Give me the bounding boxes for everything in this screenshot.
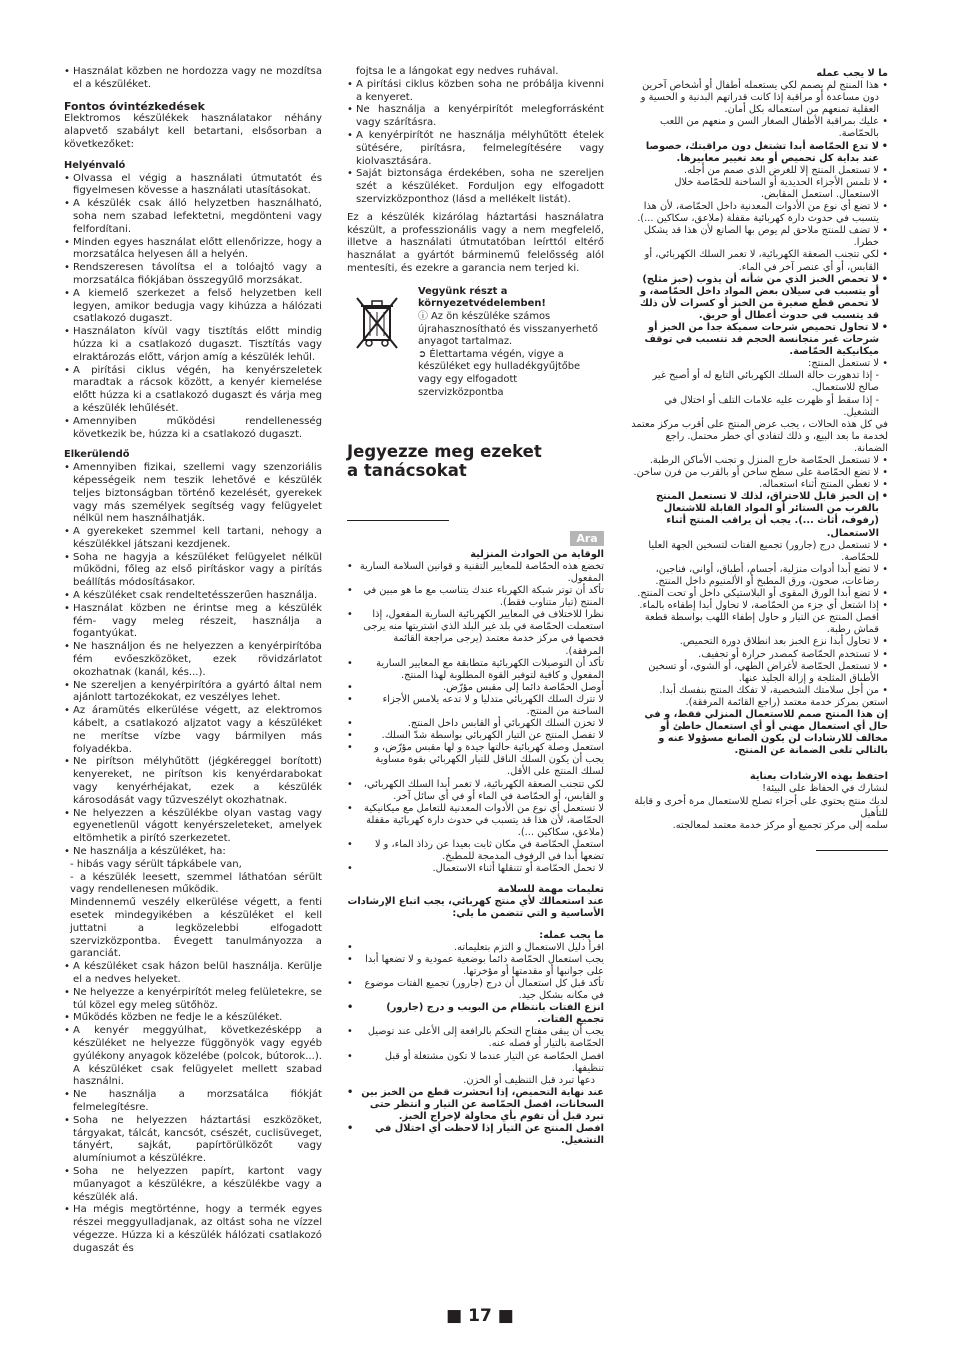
language-row <box>347 531 604 547</box>
column-arabic <box>630 66 888 851</box>
list-item: - إذا تدهورت حالة السلك الكهربائي التابع له أو أصبح غير صالح للاستعمال. <box>652 370 879 394</box>
list-item: • لا تضع الحمّاصة على سطح ساخن أو بالقرب من فرن ساخن. <box>630 467 888 479</box>
list-item: • لا تفصل المنتج عن التيار الكهربائي بواسطة شدّ السلك. <box>347 730 604 742</box>
mindennemu-paragraph: Mindennemű veszély elkerülése végett, a fenti esetek mindegyikében a készüléket el kell juttatni a legközelebbi elfogadott szervizközpontba. Évegett tanulmányozza a garanciát. <box>70 897 322 960</box>
list-item: • Olvassa el végig a használati útmutatót és figyelmesen kövesse a használati utasításokat. <box>64 173 322 199</box>
column-hungarian-2 <box>347 66 604 1147</box>
language-badge: Ara <box>570 531 604 546</box>
list-item: • لكي تتجنب الصعقة الكهربائية، لا تغمر السلك الكهربائي، أو القابس، أو أي عنصر آخر في الماء. <box>630 249 888 273</box>
list-item: • لا تستخدم الحمّاصة كمصدر حرارة أو تجفيف. <box>630 649 888 661</box>
list-item: • لا تستعمل درج (جارور) تجميع الفتات لتسخين الجهة العليا للحمّاصة. <box>630 540 888 564</box>
environment-recycle-info: ⓘ Az ön készüléke számos újrahasznosítható és visszanyerhető anyagot tartalmaz. <box>418 310 598 348</box>
list-item: • Ne helyezze a kenyérpirítót meleg felületekre, se túl közel egy meleg sütőhöz. <box>64 987 322 1013</box>
helyenvalo-list <box>64 173 322 442</box>
usage-sublist <box>630 370 888 418</box>
environment-disposal-info: ➲ Élettartama végén, vigye a készüléket egy hulladékgyűjtőbe vagy egy elfogadott szervizközpontba <box>418 348 581 398</box>
safety-intro: عند استعمالك لأي منتج كهربائي، يجب اتباع الإرشادات الأساسية و التي تتضمن ما يلي: <box>347 896 604 920</box>
disclaimer-paragraph: Ez a készülék kizárólag háztartási használatra készült, a professzionális vagy a nem megfelelő, illetve a használati útmutatóban leírttól eltérő használat a gyártót bárminemű felelősség alól mentesíti, és ezekre a garancia nem terjed ki. <box>347 211 604 274</box>
heading-prevention: الوقاية من الحوادث المنزلية <box>470 548 604 560</box>
page-number <box>440 1306 520 1326</box>
list-item: • عند نهاية التحميص، إذا انحشرت قطع من الخبز بين السخانات، افصل الحمّاصة عن التيار و انتظر حتى تبرد قبل أن تقوم بأي محاولة لإخراج الخبز. <box>347 1087 604 1123</box>
dont-list-2 <box>630 165 888 274</box>
list-item: • لا تحمص الخبز الذي من شأنه أن يذوب (خبز مثلج) أو يتسبب في سيلان بعض المواد داخل الحمّاصة، و لا تحمص قطع صغيرة من الخبز أو كسرات لأن ذلك قد يتسبب في حدوث أعطال أو حريق. <box>630 274 888 322</box>
household-use-notice: إن هذا المنتج صمم للاستعمال المنزلي فقط، و في حال أي استعمال مهني أو أي استعمال خاطئ أو مخالف للارشادات لن يكون الصانع مسؤولا عنه و بالتالي تلغى الضمانة عن المنتج. <box>644 708 888 757</box>
divider <box>347 520 449 521</box>
list-item: • لا تستعمل الحمّاصة لأغراض الطهي، أو الشوي، أو تسخين الأطباق المثلجة و إزالة الجليد عنها. <box>630 661 888 685</box>
list-item: • لكي تتجنب الصعقة الكهربائية، لا تغمر أبدا السلك الكهربائي، و القابس، أو الحمّاصة في الماء أو في أي سائل آخر. <box>347 779 604 803</box>
list-item: • Működés közben ne fedje le a készüléket. <box>64 1012 322 1025</box>
list-item: • Saját biztonsága érdekében, soha ne szereljen szét a készüléket. Forduljon egy elfogadott szervizközponthoz (lásd a mellékelt listát). <box>347 168 604 206</box>
intro-paragraph: Elektromos készülékek használatakor néhány alapvető szabályt kell betartani, elsősorban a következőket: <box>64 113 322 150</box>
intro-list <box>64 66 322 92</box>
list-item: • لا تضع أي نوع من الأدوات المعدنية داخل الحمّاصة، لأن هذا يتسبب في حدوث دارة كهربائية مقفلة (ملاعق، سكاكين ...). <box>630 201 888 225</box>
list-item: • A pirítási ciklus végén, ha kenyérszeletek maradtak a rácsok között, a kenyér kiemelése előtt húzza ki a csatlakozó dugaszt és várja meg a készülék lehűlését. <box>64 365 322 416</box>
list-item: • Ne helyezzen a készülékbe olyan vastag vagy egyenetlenül vágott kenyérszeleteket, amelyek eltömhetik a pirító szerkezetet. <box>64 808 322 846</box>
heading-helyenvalo: Helyénvaló <box>64 159 126 171</box>
list-item: • لا تستعمل المنتج إلا للغرض الذي صمم من أجله. <box>630 165 888 177</box>
list-item: لنشارك في الحفاظ على البيئة! <box>762 783 888 795</box>
heading-keep: احتفظ بهذه الارشادات بعناية <box>749 771 888 783</box>
list-item: • Használat közben ne hordozza vagy ne mozdítsa el a készüléket. <box>64 66 322 92</box>
list-item: • لا تستعمل الحمّاصة خارج المنزل و تجنب الأماكن الرطبة. <box>630 455 888 467</box>
heading-dont: ما لا يجب عمله <box>816 68 888 79</box>
list-item: • لا تلمس الأجزاء الحديدية أو الساخنة للحمّاصة خلال الاستعمال. استعمل المقابض. <box>630 177 888 201</box>
list-item: • A gyerekeket szemmel kell tartani, nehogy a készülékkel játszani kezdjenek. <box>64 526 322 552</box>
list-item: • لا تحاول تحميص شرحات سميكة جدا من الخبز أو شرحات غير متجانسة الحجم قد تتسبب في توقف ميكانيكية الحمّاصة. <box>630 322 888 358</box>
list-item: • اقرأ دليل الاستعمال و التزم بتعليماته. <box>347 942 604 954</box>
c2-list <box>347 79 604 207</box>
arabic-column-2 <box>347 549 604 1148</box>
list-item: • من أجل سلامتك الشخصية، لا تفكك المنتج بنفسك أبدا. <box>630 685 888 697</box>
crossed-bin-icon <box>351 294 403 352</box>
list-item: • A kiemelő szerkezet a felső helyzetben kell legyen, amikor bedugja vagy kihúzza a hálózati csatlakozó dugaszt. <box>64 288 322 326</box>
list-item: • Az áramütés elkerülése végett, az elektromos kábelt, a csatlakozó aljzatot vagy a készüléket ne merítse vízbe vagy bármilyen más folyadékba. <box>64 705 322 756</box>
list-item: • تأكد أن التوصيلات الكهربائية متطابقة مع المعايير السارية المفعول و كافية لتوفير القوة المطلوبة لهذا المنتج. <box>347 658 604 682</box>
list-item: • استعمل وصلة كهربائية حالتها جيدة و لها مقبس مؤرّض، و يجب أن يكون السلك الناقل للتيار الكهربائي بقوة مساوية لسلك المنتج على الأقل. <box>347 742 604 778</box>
list-item: • استعمل الحمّاصة في مكان ثابت بعيدا عن رذاذ الماء، و لا تضعها أبدا في الرفوف المدمجة للمطبخ. <box>347 839 604 863</box>
heading-fontos: Fontos óvintézkedések <box>64 99 205 113</box>
list-item: • لا تضف للمنتج ملاحق لم يوص بها الصانع لأن هذا قد يشكل خطرا. <box>630 225 888 249</box>
do-end-list <box>347 1087 604 1147</box>
list-item: • انزع الفتات بانتظام من البويب و درج (جارور) تجميع الفتات. <box>347 1002 604 1026</box>
list-item: • A kenyérpirítót ne használja mélyhűtött ételek sütésére, pirításra, felmelegítésére vagy kiolvasztására. <box>347 130 604 168</box>
list-item: • Ha mégis megtörténne, hogy a termék egyes részei meggyulladjanak, az oltást soha ne vízzel végezze. Húzza ki a készülék hálózati csatlakozó dugaszát és <box>64 1204 322 1255</box>
list-item: • Soha ne helyezzen háztartási eszközöket, tárgyakat, tálcát, kancsót, csészét, cuclisüveget, tányért, sajkát, papírtörülközőt vagy alumíniumot a készülékre. <box>64 1115 322 1166</box>
list-item: • Ne használja a készüléket, ha: <box>64 846 322 859</box>
list-item: • Ne használja a morzsatálca fiókját felmelegítésre. <box>64 1089 322 1115</box>
list-item: - hibás vagy sérült tápkábele van, <box>70 858 242 870</box>
list-item: • Használat közben ne érintse meg a készülék fém- vagy meleg részeit, használja a fogantyúkat. <box>64 603 322 641</box>
list-item: • لا تضع أبدا الورق المقوى أو البلاستيكي داخل أو تحت المنتج. <box>630 588 888 600</box>
list-item: سلمه إلى مركز تجميع أو مركز خدمة معتمد لمعالجته. <box>672 819 888 831</box>
heading-do: ما يجب عمله: <box>539 929 604 941</box>
notes-title-line-2: a tanácsokat <box>347 460 467 480</box>
keep-lines <box>630 783 888 831</box>
list-item: • A készüléket csak házon belül használja. Kerülje el a nedves helyeket. <box>64 961 322 987</box>
list-item: • هذا المنتج لم يصمم لكي يستعمله أطفال أو أشخاص آخرين دون مساعدة أو مراقبة إذا كانت قدراتهم البدنية و الحسية و العقلية تمنعهم من استعماله بكل أمان. <box>630 80 888 116</box>
list-item: • A készüléket csak rendeltetésszerűen használja. <box>64 590 322 603</box>
list-item: لديك منتج يحتوي على أجزاء تصلح للاستعمال مرة أخرى و قابلة للتأهيل <box>634 795 888 819</box>
list-item: • عليك بمراقبة الأطفال الصغار السن و منعهم من اللعب بالحمّاصة. <box>630 116 888 140</box>
continued-text: fojtsa le a lángokat egy nedves ruhával. <box>356 66 559 77</box>
list-item: • لا تحاول أبدا نزع الخبز بعد انطلاق دورة التحميص. <box>630 636 888 648</box>
list-item: - إذا سقط أو ظهرت عليه علامات التلف أو اختلال في التشغيل. <box>664 394 879 418</box>
list-item: • لا تحمل الحمّاصة أو تتنقلها أثناء الاستعمال. <box>347 863 604 875</box>
notes-title <box>347 442 604 480</box>
list-item: • Soha ne helyezzen papírt, kartont vagy műanyagot a készülékre, a készülékbe vagy a készülék alá. <box>64 1166 322 1204</box>
list-item: • Használaton kívül vagy tisztítás előtt mindig húzza ki a csatlakozó dugaszt. Tisztítás vagy elraktározás előtt, várjon amíg a készülék lehűl. <box>64 326 322 364</box>
notes-title-line-1: Jegyezze meg ezeket <box>347 441 542 461</box>
list-item: • تخضع هذه الحمّاصة للمعايير التقنية و قوانين السلامة السارية المفعول. <box>347 561 604 585</box>
column-hungarian-1 <box>64 66 322 1256</box>
prevention-list <box>347 561 604 875</box>
do-list-2 <box>347 1026 604 1074</box>
list-item: • تأكد أن توتر شبكة الكهرباء عندك يتناسب مع ما هو مبين في المنتج (تيار متناوب فقط). <box>347 585 604 609</box>
list-item: • لا تضع أبدا أدوات منزلية، أجسام، أطباق، أواني، فناجين، رضاعات، صحون، ورق المطبخ أو الألمنيوم داخل المنتج. <box>630 564 888 588</box>
dont-list-1 <box>630 80 888 140</box>
list-item: • Soha ne hagyja a készüléket felügyelet nélkül működni, főleg az első pirításkor vagy a pirítás beállítás módosításakor. <box>64 552 322 590</box>
cool-line: دعها تبرد قبل التنظيف أو الخزن. <box>463 1074 595 1086</box>
environment-text <box>418 286 604 399</box>
list-item: • لا تغطي المنتج أثناء استعماله. <box>630 479 888 491</box>
list-item: • أوصل الحمّاصة دائما إلى مقبس مؤرّض. <box>347 682 604 694</box>
more-list <box>64 961 322 1255</box>
elkerulendo-list <box>64 462 322 859</box>
list-item: • لا تترك السلك الكهربائي متدليا و لا تدعه يلامس الأجزاء الساخنة من المنتج. <box>347 694 604 718</box>
list-item: • Amennyiben fizikai, szellemi vagy szenzoriális képességeik nem teszik lehetővé e készülék teljes biztonságban történő kezelését, gyerekek vagy más személyek segítség vagy felügyelet nélkül nem használhatják. <box>64 462 322 526</box>
list-item: • Rendszeresen távolítsa el a tolóajtó vagy a morzsatálca fiókjában összegyűlő morzsákat. <box>64 262 322 288</box>
list-item: • إن الخبز قابل للاحتراق، لذلك لا تستعمل المنتج بالقرب من الستائر أو المواد القابلة للاشتعال (رفوف، أثاث ...). يجب أن يراقب المنتج أثناء الاستعمال. <box>630 491 888 539</box>
page-number-value: 17 <box>468 1306 492 1326</box>
list-item: • تأكد قبل كل استعمال أن درج (جارور) تجميع الفتات موضوع في مكانه بشكل جيد. <box>347 978 604 1002</box>
list-item: • يجب أن يبقى مفتاح التحكم بالرافعة إلى الأعلى عند توصيل الحمّاصة بالتيار أو فصله عنه. <box>347 1026 604 1050</box>
list-item: • نظرا للاختلاف في المعايير الكهربائية السارية المفعول، إذا استعملت الحمّاصة في بلد غير البلد الذي اشتريتها منه يرجى فحصها في مركز خدمة معتمد (يرجى مراجعة القائمة المرفقة). <box>347 609 604 657</box>
usage-after: في كل هذه الحالات ، يجب عرض المنتج على أقرب مركز معتمد لخدمة ما بعد البيع، و ذلك لتفادي أي خطر محتمل. راجع الضمانة. <box>631 418 888 454</box>
list-item: • Amennyiben működési rendellenesség következik be, húzza ki a csatlakozó dugaszt. <box>64 416 322 442</box>
list-item: • Ne pirítson mélyhűtött (jégkéreggel borított) kenyereket, ne pirítson kis kenyérdarabokat vagy kenyérhéjakat, ezek a készülék károsodását vagy tűzveszélyt okozhatnak. <box>64 756 322 807</box>
list-item: • افصل الحمّاصة عن التيار عندما لا تكون مشتغلة أو قبل تنظيفها. <box>347 1051 604 1075</box>
environment-block <box>347 286 604 436</box>
do-bold-list <box>347 1002 604 1026</box>
heading-elkerulendo: Elkerülendő <box>64 449 130 461</box>
list-item: • لا تخزن السلك الكهربائي أو القابس داخل المنتج. <box>347 718 604 730</box>
list-item: • لا تستعمل أي نوع من الأدوات المعدنية للتعامل مع ميكانيكية الحمّاصة، لأن هذا قد يتسبب في حدوث دارة كهربائية مقفلة (ملاعق، سكاكين ...). <box>347 803 604 839</box>
ha-sublist <box>64 859 322 897</box>
list-item: • لا تدع الحمّاصة أبدا تشتغل دون مراقبتك، خصوصا عند بداية كل تحميص أو بعد تغيير معاييرها. <box>630 141 888 165</box>
list-item: • Ne használjon és ne helyezzen a kenyérpirítóba fém evőeszközöket, ezek rövidzárlatot okozhatnak (kanál, kés...). <box>64 641 322 679</box>
environment-title: Vegyünk részt a környezetvédelemben! <box>418 285 546 310</box>
list-item: • A pirítási ciklus közben soha ne próbálja kivenni a kenyeret. <box>347 79 604 105</box>
do-list <box>347 942 604 1002</box>
dont-list-4 <box>630 540 888 697</box>
list-item: • Minden egyes használat előtt ellenőrizze, hogy a morzsatálca helyesen áll a helyén. <box>64 237 322 263</box>
service-line: استعن بمركز خدمة معتمد (راجع القائمة المرفقة). <box>685 696 888 708</box>
list-item: • إذا اشتعل أي جزء من الحمّاصة، لا تحاول أبدا إطفاءه بالماء. افصل المنتج عن التيار و حاول إطفاء اللهب بواسطة قطعة قماش رطبة. <box>630 600 888 636</box>
list-item: - a készülék leesett, szemmel láthatóan sérült vagy rendellenesen működik. <box>70 871 322 896</box>
list-item: • افصل المنتج عن التيار إذا لاحظت أي اختلال في التشغيل. <box>347 1123 604 1147</box>
list-item: • A készülék csak álló helyzetben használható, soha nem szabad lefektetni, megdönteni vagy felfordítani. <box>64 198 322 236</box>
list-item: • Ne használja a kenyérpirítót melegforrásként vagy szárításra. <box>347 104 604 130</box>
page-marker-right: ■ <box>497 1306 514 1326</box>
list-item: • A kenyér meggyúlhat, következésképp a készüléket ne helyezze függönyök vagy egyéb gyúlékony anyagok közelébe (polcok, bútorok...). A készüléket csak felügyelet mellett szabad használni. <box>64 1025 322 1089</box>
list-item: • Ne szereljen a kenyérpirítóra a gyártó által nem ajánlott tartozékokat, ez veszélyes lehet. <box>64 680 322 706</box>
heading-safety: تعليمات مهمة للسلامة <box>497 884 604 896</box>
list-item: • لا تستعمل المنتج: <box>630 358 888 370</box>
list-item: • يجب استعمال الحمّاصة دائما بوضعية عمودية و لا تضعها أبدا على جوانبها أو مقدمتها أو مؤخرتها. <box>347 954 604 978</box>
divider <box>816 850 888 851</box>
dont-list-3 <box>630 455 888 491</box>
page-marker-left: ■ <box>446 1306 463 1326</box>
